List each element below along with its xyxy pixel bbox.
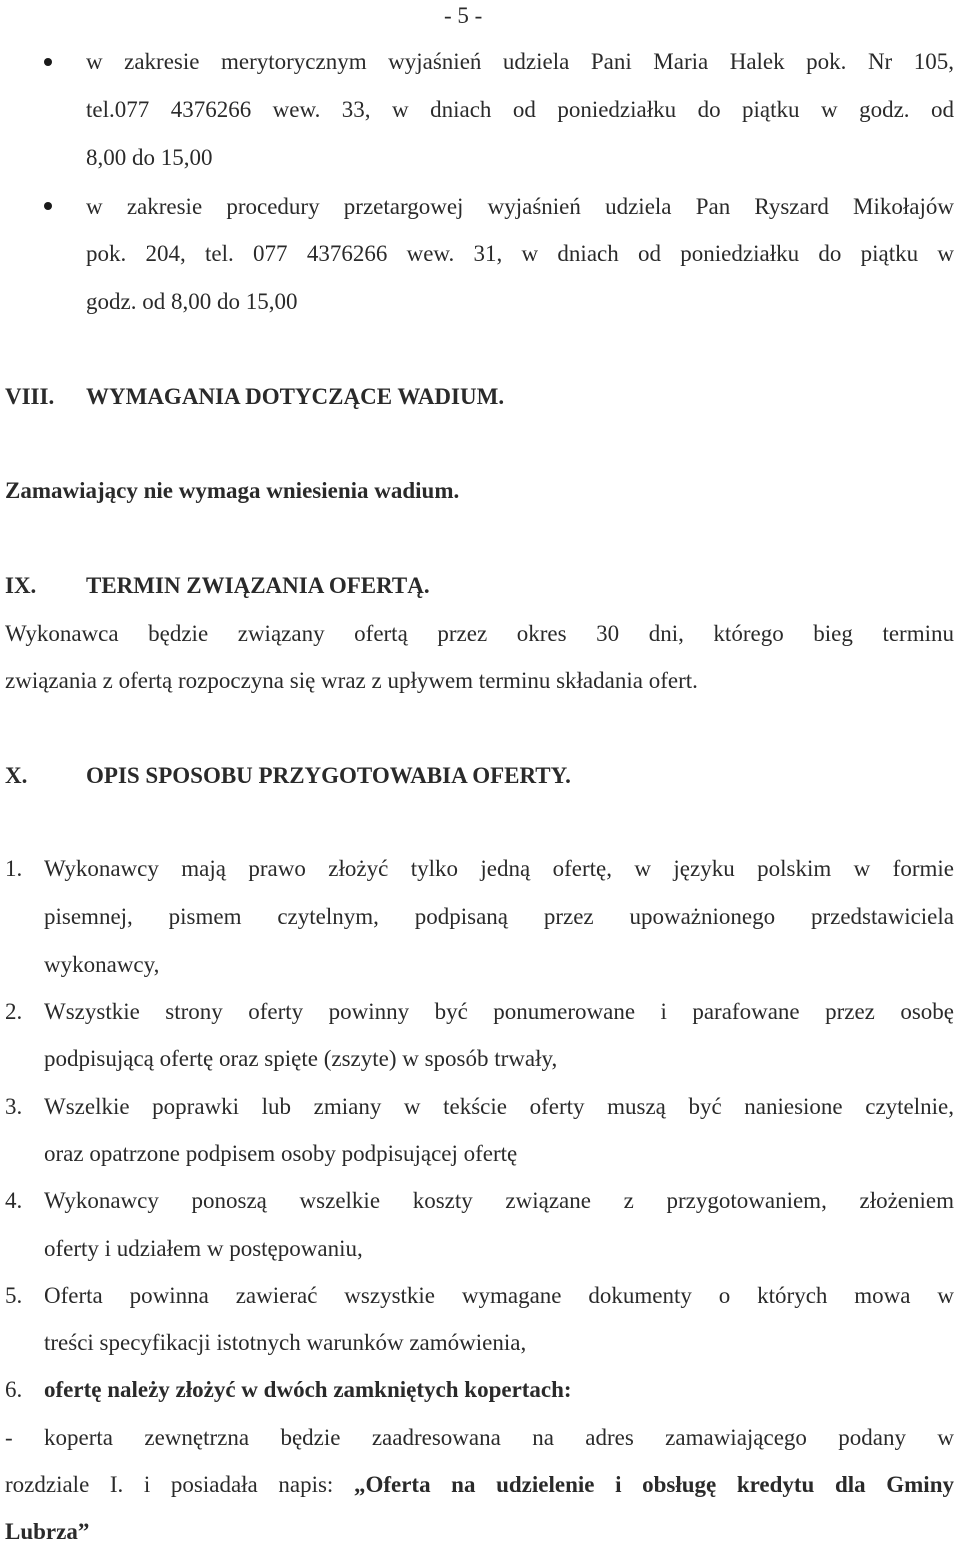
item-5-line-2: treści specyfikacji istotnych warunków zamówienia,: [44, 1330, 527, 1355]
item-4-line-2: oferty i udziałem w postępowaniu,: [44, 1236, 363, 1261]
section-8-number: VIII.: [5, 384, 55, 409]
bullet-icon: [44, 58, 52, 66]
section-10-number: X.: [5, 763, 28, 788]
contact-1-line-3: 8,00 do 15,00: [86, 145, 213, 170]
page-number: - 5 -: [444, 3, 483, 28]
item-2-line-2: podpisującą ofertę oraz spięte (zszyte) w sposób trwały,: [44, 1046, 558, 1071]
contact-1-line-1: w zakresie merytorycznym wyjaśnień udziela Pani Maria Halek pok. Nr 105,: [86, 49, 954, 74]
contact-2-line-1: w zakresie procedury przetargowej wyjaśnień udziela Pan Ryszard Mikołajów: [86, 194, 954, 219]
item-5-number: 5.: [5, 1283, 23, 1308]
item-1-line-2: pisemnej, pismem czytelnym, podpisaną przez upoważnionego przedstawiciela: [44, 904, 954, 929]
section-10-title: OPIS SPOSOBU PRZYGOTOWABIA OFERTY.: [86, 763, 571, 788]
section-9-number: IX.: [5, 573, 37, 598]
section-9-line-1: Wykonawca będzie związany ofertą przez okres 30 dni, którego bieg terminu: [5, 621, 954, 646]
item-3-number: 3.: [5, 1094, 23, 1119]
contact-2-line-2: pok. 204, tel. 077 4376266 wew. 31, w dniach od poniedziałku do piątku w: [86, 241, 954, 266]
item-3-line-1: Wszelkie poprawki lub zmiany w tekście oferty muszą być naniesione czytelnie,: [44, 1094, 954, 1119]
envelope-line-1: - koperta zewnętrzna będzie zaadresowana na adres zamawiającego podany w: [5, 1425, 954, 1450]
item-6-number: 6.: [5, 1377, 23, 1402]
item-2-number: 2.: [5, 999, 23, 1024]
section-9-title: TERMIN ZWIĄZANIA OFERTĄ.: [86, 573, 430, 598]
item-1-number: 1.: [5, 856, 23, 881]
envelope-line-2: [5, 1471, 954, 1499]
item-2-line-1: Wszystkie strony oferty powinny być ponumerowane i parafowane przez osobę: [44, 999, 954, 1024]
item-4-line-1: Wykonawcy ponoszą wszelkie koszty związane z przygotowaniem, złożeniem: [44, 1188, 954, 1213]
item-1-line-1: Wykonawcy mają prawo złożyć tylko jedną ofertę, w języku polskim w formie: [44, 856, 954, 881]
section-9-line-2: związania z ofertą rozpoczyna się wraz z upływem terminu składania ofert.: [5, 668, 698, 693]
envelope-line-2-prefix: rozdziale I. i posiadała napis:: [5, 1472, 354, 1497]
item-4-number: 4.: [5, 1188, 23, 1213]
bullet-icon: [44, 202, 52, 210]
contact-2-line-3: godz. od 8,00 do 15,00: [86, 289, 298, 314]
item-5-line-1: Oferta powinna zawierać wszystkie wymagane dokumenty o których mowa w: [44, 1283, 954, 1308]
envelope-line-3: Lubrza”: [5, 1519, 90, 1544]
item-6-line-1: ofertę należy złożyć w dwóch zamkniętych kopertach:: [44, 1377, 572, 1402]
section-8-title: WYMAGANIA DOTYCZĄCE WADIUM.: [86, 384, 505, 409]
item-1-line-3: wykonawcy,: [44, 952, 160, 977]
envelope-line-2-title: „Oferta na udzielenie i obsługę kredytu dla Gminy: [353, 1472, 954, 1497]
section-8-statement: Zamawiający nie wymaga wniesienia wadium.: [5, 478, 460, 503]
item-3-line-2: oraz opatrzone podpisem osoby podpisującej ofertę: [44, 1141, 518, 1166]
contact-1-line-2: tel.077 4376266 wew. 33, w dniach od poniedziałku do piątku w godz. od: [86, 97, 954, 122]
